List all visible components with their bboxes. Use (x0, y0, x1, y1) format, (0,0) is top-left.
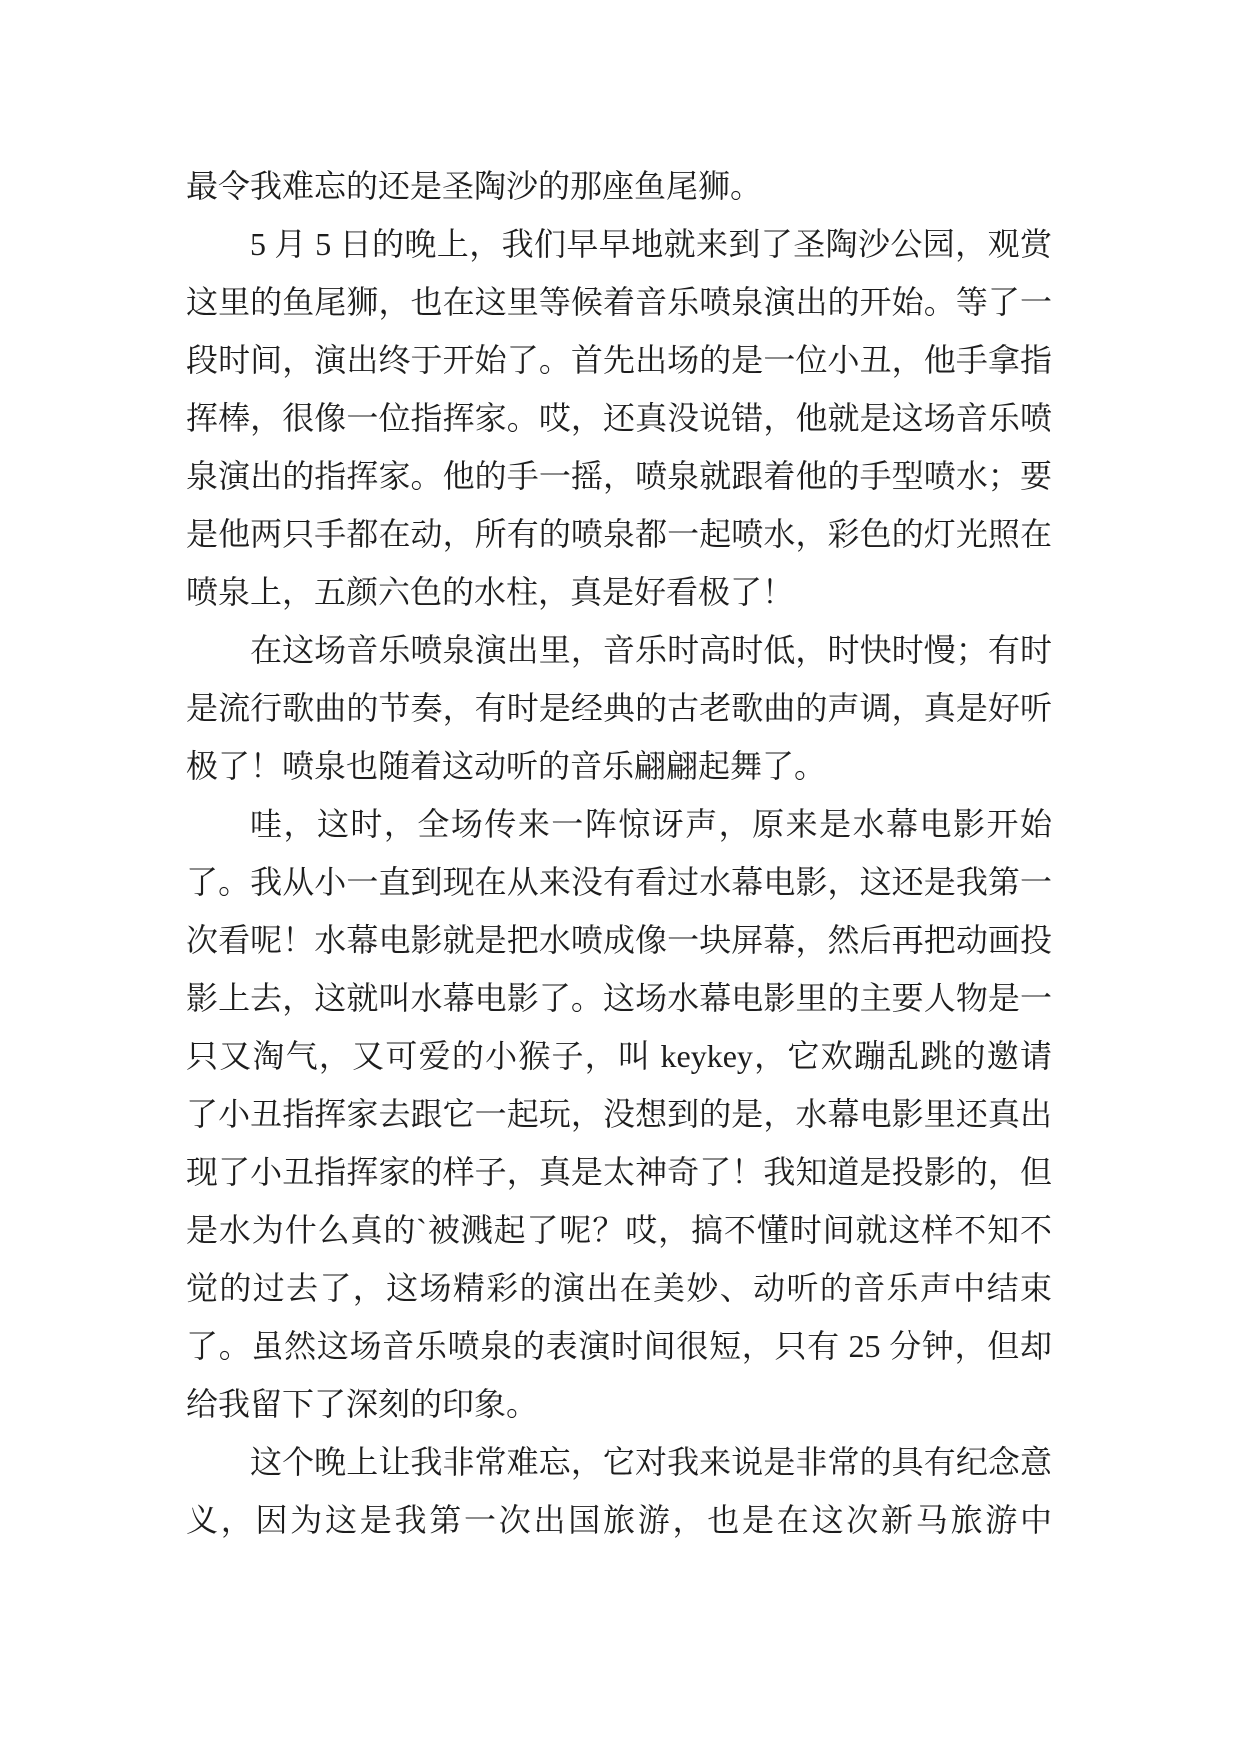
paragraph: 这个晚上让我非常难忘，它对我来说是非常的具有纪念意义，因为这是我第一次出国旅游，也是在这次新马旅游中 (186, 1444, 1052, 1538)
paragraph: 5 月 5 日的晚上，我们早早地就来到了圣陶沙公园，观赏这里的鱼尾狮，也在这里等候着音乐喷泉演出的开始。等了一段时间，演出终于开始了。首先出场的是一位小丑，他手拿指挥棒，很像一位指挥家。哎，还真没说错，他就是这场音乐喷泉演出的指挥家。他的手一摇，喷泉就跟着他的手型喷水；要是他两只手都在动，所有的喷泉都一起喷水，彩色的灯光照在喷泉上，五颜六色的水柱，真是好看极了！ (186, 226, 1052, 610)
paragraph-continuation: 最令我难忘的还是圣陶沙的那座鱼尾狮。 (186, 168, 763, 204)
paragraph: 在这场音乐喷泉演出里，音乐时高时低，时快时慢；有时是流行歌曲的节奏，有时是经典的古老歌曲的声调，真是好听极了！喷泉也随着这动听的音乐翩翩起舞了。 (186, 632, 1052, 784)
document-text-body (186, 157, 1052, 1549)
paragraph: 哇，这时，全场传来一阵惊讶声，原来是水幕电影开始了。我从小一直到现在从来没有看过水幕电影，这还是我第一次看呢！水幕电影就是把水喷成像一块屏幕，然后再把动画投影上去，这就叫水幕电影了。这场水幕电影里的主要人物是一只又淘气，又可爱的小猴子，叫 keykey，它欢蹦乱跳的邀请了小丑指挥家去跟它一起玩，没想到的是，水幕电影里还真出现了小丑指挥家的样子，真是太神奇了！我知道是投影的，但是水为什么真的`被溅起了呢？哎，搞不懂时间就这样不知不觉的过去了，这场精彩的演出在美妙、动听的音乐声中结束了。虽然这场音乐喷泉的表演时间很短，只有 25 分钟，但却给我留下了深刻的印象。 (186, 806, 1052, 1422)
